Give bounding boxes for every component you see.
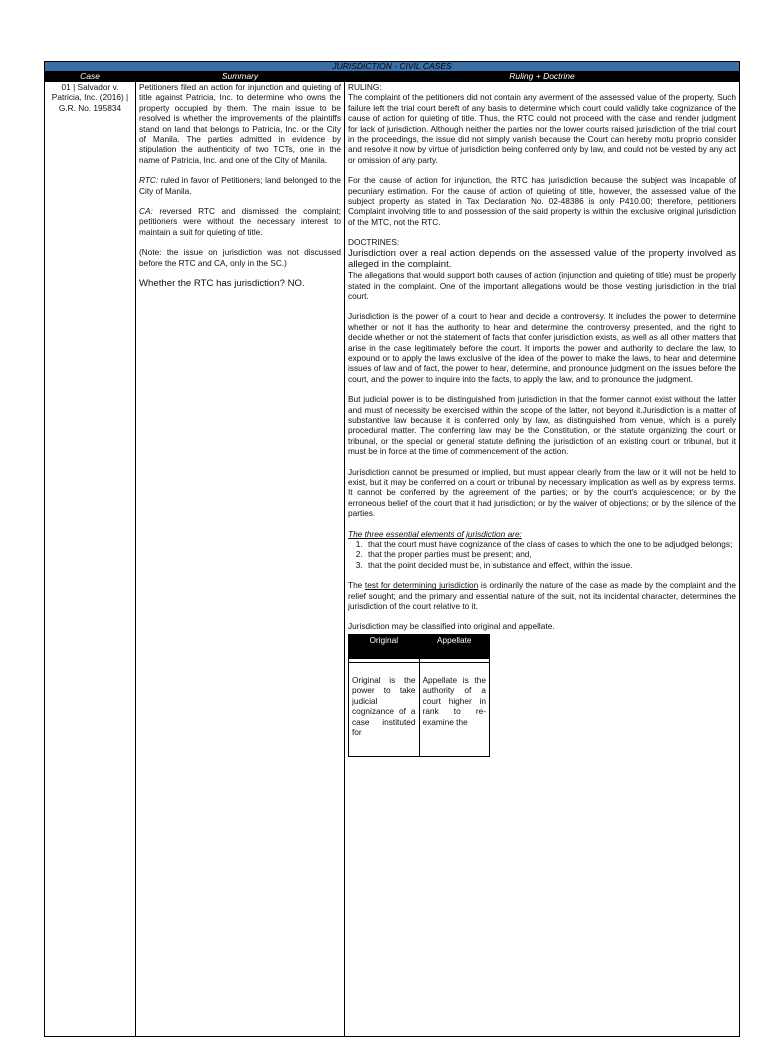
summary-issue: Whether the RTC has jurisdiction? NO. [139, 278, 305, 290]
summary-cell [136, 82, 345, 1037]
doctrines-heading: DOCTRINES: [348, 237, 400, 248]
rtc-text: ruled in favor of Petitioners; land belonged to the City of Manila. [139, 175, 341, 196]
ruling-paragraph-2: For the cause of action for injunction, the RTC has jurisdiction because the subject was incapable of pecuniary estimation. For the cause of action of quieting of title, however, the assessed value of the subject property as stated in Tax Declaration No. 02-48386 is only P410.00; therefore, petitioners Complaint involving title to and possession of the said property is within the exclusive original jurisdiction of the MTC, not the RTC. [348, 175, 736, 227]
rtc-label: RTC: [139, 175, 159, 186]
doctrine-judicial-power: But judicial power is to be distinguished from jurisdiction in that the former cannot exist without the latter and must of necessity be exercised within the scope of the latter, not beyond it.Jurisdiction is a matter of substantive law because it is conferred only by law, as distinguished from venue, which is a purely procedural matter. The conferring law may be the Constitution, or the statute organizing the court or tribunal, or the special or general statute defining the jurisdiction of an existing court or tribunal, but it must be in force at the time of commencement of the action. [348, 394, 736, 457]
kinds-cell-original: Original is the power to take judicial cognizance of a case instituted for [349, 662, 420, 756]
column-header-case: Case [45, 72, 136, 82]
column-header-ruling: Ruling + Doctrine [345, 72, 740, 82]
test-term: test for determining jurisdiction [364, 580, 479, 591]
column-header-row [45, 72, 740, 82]
list-item: 1. that the court must have cognizance of the class of cases to which the one to be adjudged belongs; [365, 539, 736, 549]
list-item: 2. that the proper parties must be present; and, [365, 549, 736, 559]
kinds-cell-appellate: Appellate is the authority of a court higher in rank to re-examine the [419, 662, 490, 756]
summary-ca [139, 206, 341, 237]
ca-label: CA: [139, 206, 153, 217]
ruling-paragraph-1: The complaint of the petitioners did not contain any averment of the assessed value of the property. Such failure left the trial court bereft of any basis to determine which court could validly take cognizance of the cause of action for quieting of title. Thus, the RTC could not proceed with the case and render judgment for lack of jurisdiction. Although neither the parties nor the lower courts raised jurisdiction of the trial court in the proceedings, the issue did not simply vanish because the Court can hereby motu proprio consider and resolve it now by virtue of jurisdiction being conferred only by law, and could not be vested by any act or omission of any party. [348, 92, 736, 165]
column-header-summary: Summary [136, 72, 345, 82]
ruling-cell [345, 82, 740, 1037]
doctrine-real-action: Jurisdiction over a real action depends on the assessed value of the property involved as alleged in the complaint. [348, 247, 736, 270]
elements-list [348, 539, 736, 570]
table-title: JURISDICTION - CIVIL CASES [45, 62, 740, 72]
jurisdiction-table [44, 61, 740, 1037]
case-citation: 01 | Salvador v. Patricia, Inc. (2016) | G.R. No. 195834 [51, 82, 129, 113]
doctrine-allegations: The allegations that would support both causes of action (injunction and quieting of title) must be properly stated in the complaint. One of the important allegations would be those vesting jurisdiction in the trial court. [348, 270, 736, 301]
elements-heading: The three essential elements of jurisdiction are: [348, 528, 522, 539]
ruling-heading: RULING: [348, 82, 382, 92]
summary-note: (Note: the issue on jurisdiction was not discussed before the RTC and CA, only in the SC.) [139, 247, 341, 268]
kinds-header-appellate: Appellate [419, 634, 490, 658]
list-item: 3. that the point decided must be, in substance and effect, within the issue. [365, 560, 736, 570]
jurisdiction-kinds-table [348, 634, 490, 757]
doctrine-definition: Jurisdiction is the power of a court to hear and decide a controversy. It includes the power to determine whether or not it has the authority to hear and determine the controversy presented, and the right to decide whether or not the statement of facts that confer jurisdiction exists, as well as all other matters that arise in the case legitimately before the court. It imports the power and authority to declare the law, to expound or to apply the laws exclusive of the idea of the power to make the laws, to hear and determine issues of law and of fact, the power to hear, determine, and pronounce judgment on the issues before the court, and the power to inquire into the facts, to apply the law, and to pronounce the judgment. [348, 311, 736, 384]
test-prefix: The [348, 580, 365, 591]
case-cell [45, 82, 136, 1037]
summary-rtc [139, 175, 341, 196]
test-suffix: is ordinarily the nature of the case as made by the complaint and the relief sought; and the primary and essential nature of the suit, not its incidental character, determines the jurisdiction of the court relative to it. [348, 580, 736, 612]
doctrine-test [348, 580, 736, 611]
kinds-header-original: Original [349, 634, 420, 658]
doctrine-classified: Jurisdiction may be classified into original and appellate. [348, 621, 555, 632]
ca-text: reversed RTC and dismissed the complaint; petitioners were without the necessary interest to maintain a suit for quieting of title. [139, 206, 341, 237]
table-title-row [45, 62, 740, 72]
doctrine-presumed: Jurisdiction cannot be presumed or implied, but must appear clearly from the law or it will not be held to exist, but it may be conferred on a court or tribunal by necessary implication as well as by express terms. It cannot be conferred by the agreement of the parties; or by the court's acquiescence; or by the erroneous belief of the court that it had jurisdiction; or by the waiver of objections; or by the silence of the parties. [348, 466, 736, 519]
summary-facts: Petitioners filed an action for injunction and quieting of title against Patricia, Inc. to determine who owns the property occupied by them. The main issue to be resolved is whether the improvements of the plaintiffs stand on land that belongs to Patricia, Inc. or the City of Manila. The parties admitted in evidence by stipulation the authenticity of two TCTs, one in the name of Patricia, Inc. and one of the City of Manila. [139, 82, 341, 165]
case-row [45, 82, 740, 1037]
